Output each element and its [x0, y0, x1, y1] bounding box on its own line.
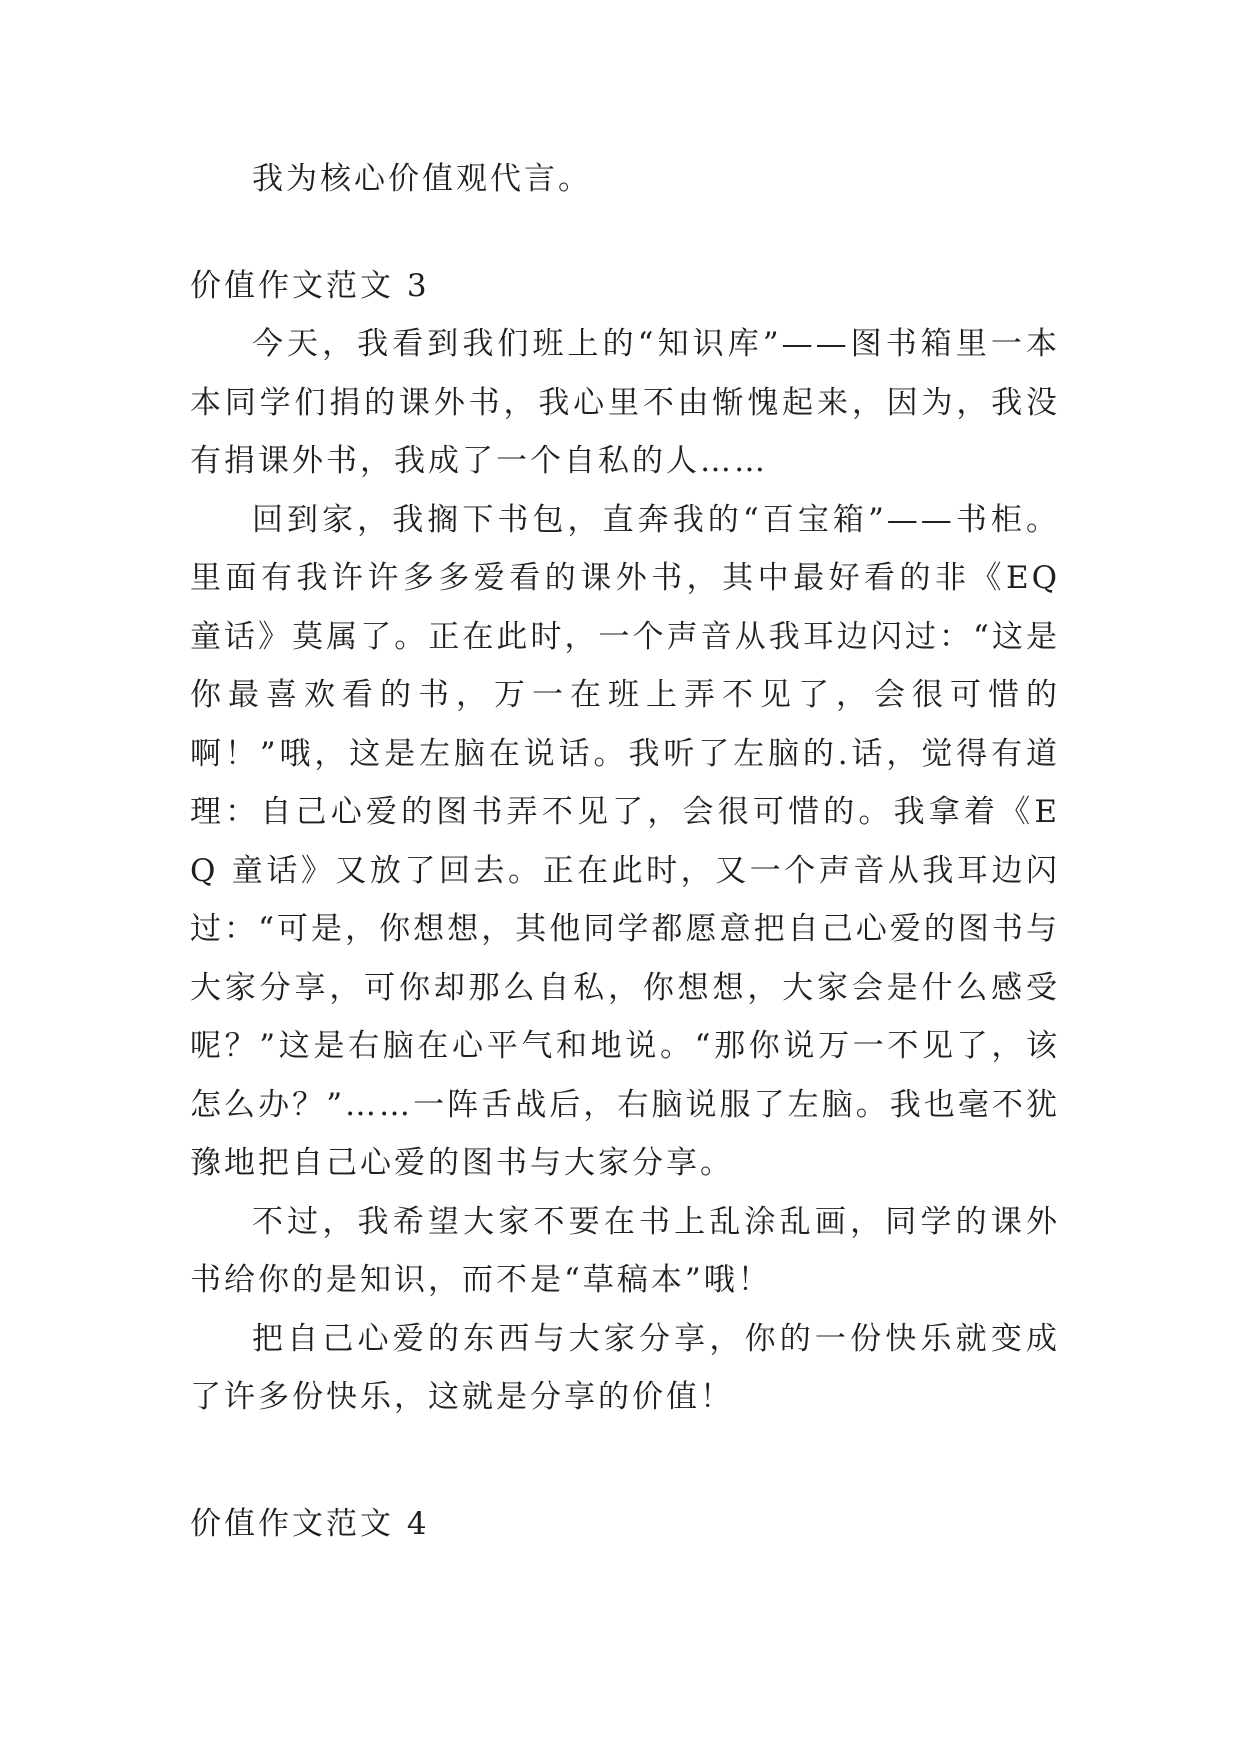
section-heading-3: 价值作文范文 3 — [190, 267, 430, 304]
intro-paragraph: 我为核心价值观代言。 — [252, 161, 592, 197]
document-body — [190, 150, 1060, 1553]
section-3-paragraph-3: 不过，我希望大家不要在书上乱涂乱画，同学的课外书给你的是知识，而不是“草稿本”哦！ — [190, 1203, 1060, 1298]
section-heading-4: 价值作文范文 4 — [190, 1505, 430, 1542]
section-3-paragraph-2: 回到家，我搁下书包，直奔我的“百宝箱”——书柜。里面有我许许多多爱看的课外书，其中最好看的非《EQ 童话》莫属了。正在此时，一个声音从我耳边闪过：“这是你最喜欢看的书，万一在班上弄不见了，会很可惜的啊！”哦，这是左脑在说话。我听了左脑的.话，觉得有道理：自己心爱的图书弄不见了，会很可惜的。我拿着《EQ 童话》又放了回去。正在此时，又一个声音从我耳边闪过：“可是，你想想，其他同学都愿意把自己心爱的图书与大家分享，可你却那么自私，你想想，大家会是什么感受呢？”这是右脑在心平气和地说。“那你说万一不见了，该怎么办？”……一阵舌战后，右脑说服了左脑。我也毫不犹豫地把自己心爱的图书与大家分享。 — [190, 501, 1060, 1181]
section-3-paragraph-4: 把自己心爱的东西与大家分享，你的一份快乐就变成了许多份快乐，这就是分享的价值！ — [190, 1320, 1060, 1415]
section-3-paragraph-1: 今天，我看到我们班上的“知识库”——图书箱里一本本同学们捐的课外书，我心里不由惭愧起来，因为，我没有捐课外书，我成了一个自私的人…… — [190, 326, 1060, 479]
